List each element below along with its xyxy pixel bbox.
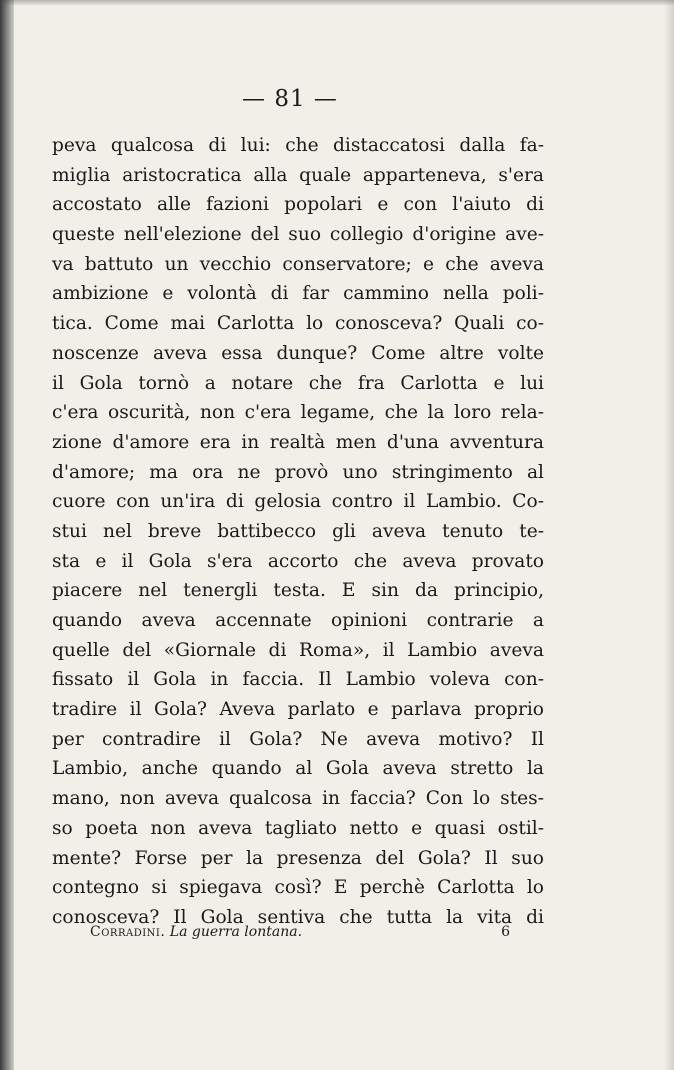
page-number: — 81 — — [242, 86, 338, 112]
text-line: fissato il Gola in faccia. Il Lambio voleva con- — [52, 669, 544, 691]
text-line: mente? Forse per la presenza del Gola? Il suo — [52, 847, 544, 869]
footer-citation — [90, 924, 302, 940]
text-line: ambizione e volontà di far cammino nella poli- — [52, 283, 544, 305]
footer-signature-number: 6 — [501, 924, 510, 940]
text-line: mano, non aveva qualcosa in faccia? Con lo stes- — [52, 788, 544, 810]
text-line: sta e il Gola s'era accorto che aveva provato — [52, 550, 544, 572]
text-line: d'amore; ma ora ne provò uno stringimento al — [52, 461, 544, 483]
text-line: conosceva? Il Gola sentiva che tutta la vita di — [52, 906, 544, 928]
binding-edge — [0, 0, 14, 1070]
text-line: quando aveva accennate opinioni contrarie a — [52, 610, 544, 631]
text-line: zione d'amore era in realtà men d'una avventura — [52, 431, 544, 453]
page-footer — [90, 924, 510, 940]
text-line: Lambio, anche quando al Gola aveva stretto la — [52, 758, 544, 780]
text-line: c'era oscurità, non c'era legame, che la loro rela- — [52, 402, 544, 424]
text-line: noscenze aveva essa dunque? Come altre volte — [52, 342, 544, 364]
text-line: cuore con un'ira di gelosia contro il Lambio. Co- — [52, 491, 544, 513]
text-line: peva qualcosa di lui: che distaccatosi dalla fa- — [52, 135, 544, 156]
text-line: per contradire il Gola? Ne aveva motivo? Il — [52, 728, 544, 750]
text-line: il Gola tornò a notare che fra Carlotta e lui — [52, 372, 544, 394]
page-right-edge — [664, 0, 674, 1070]
text-line: piacere nel tenergli testa. E sin da principio, — [52, 580, 544, 602]
footer-author: Corradini. — [90, 924, 166, 940]
text-line: va battuto un vecchio conservatore; e che aveva — [52, 253, 544, 275]
text-line: tradire il Gola? Aveva parlato e parlava proprio — [52, 699, 544, 721]
text-line: miglia aristocratica alla quale apparteneva, s'era — [52, 164, 544, 186]
text-line: contegno si spiegava così? E perchè Carlotta lo — [52, 877, 544, 899]
text-line: so poeta non aveva tagliato netto e quasi ostil- — [52, 817, 544, 839]
body-text — [52, 131, 544, 933]
text-line: tica. Come mai Carlotta lo conosceva? Quali co- — [52, 313, 544, 335]
footer-book-title: La guerra lontana. — [169, 924, 303, 940]
text-line: queste nell'elezione del suo collegio d'origine ave- — [52, 224, 544, 246]
text-line: quelle del «Giornale di Roma», il Lambio aveva — [52, 639, 544, 661]
text-line: accostato alle fazioni popolari e con l'aiuto di — [52, 194, 544, 216]
page-top-shadow — [0, 0, 674, 6]
text-line: stui nel breve battibecco gli aveva tenuto te- — [52, 520, 544, 542]
